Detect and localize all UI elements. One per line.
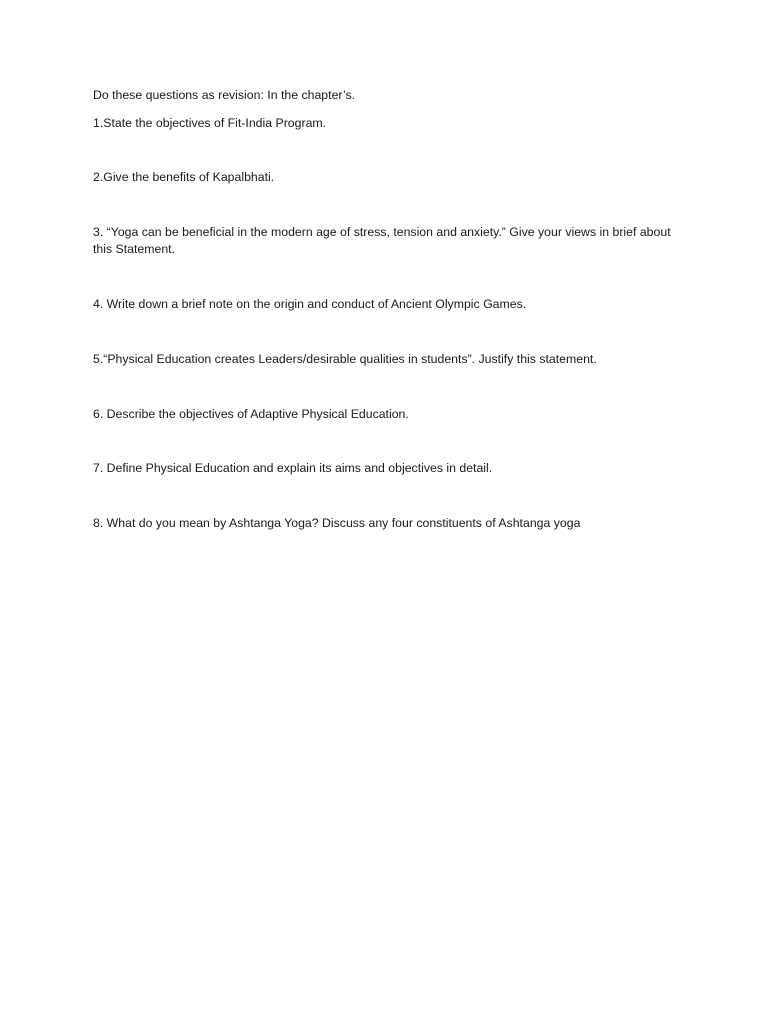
instruction-text: Do these questions as revision: In the chapter’s. [93, 88, 356, 102]
question-2: 2.Give the benefits of Kapalbhati. [93, 170, 275, 184]
question-6: 6. Describe the objectives of Adaptive Physical Education. [93, 407, 409, 421]
question-8: 8. What do you mean by Ashtanga Yoga? Discuss any four constituents of Ashtanga yoga [93, 516, 581, 530]
question-5: 5.“Physical Education creates Leaders/desirable qualities in students”. Justify this statement. [93, 352, 597, 366]
question-3: 3. “Yoga can be beneficial in the modern age of stress, tension and anxiety.” Give your views in brief about this Statement. [93, 225, 671, 256]
question-7: 7. Define Physical Education and explain its aims and objectives in detail. [93, 461, 493, 475]
question-4: 4. Write down a brief note on the origin and conduct of Ancient Olympic Games. [93, 297, 527, 311]
question-1: 1.State the objectives of Fit-India Program. [93, 116, 327, 130]
